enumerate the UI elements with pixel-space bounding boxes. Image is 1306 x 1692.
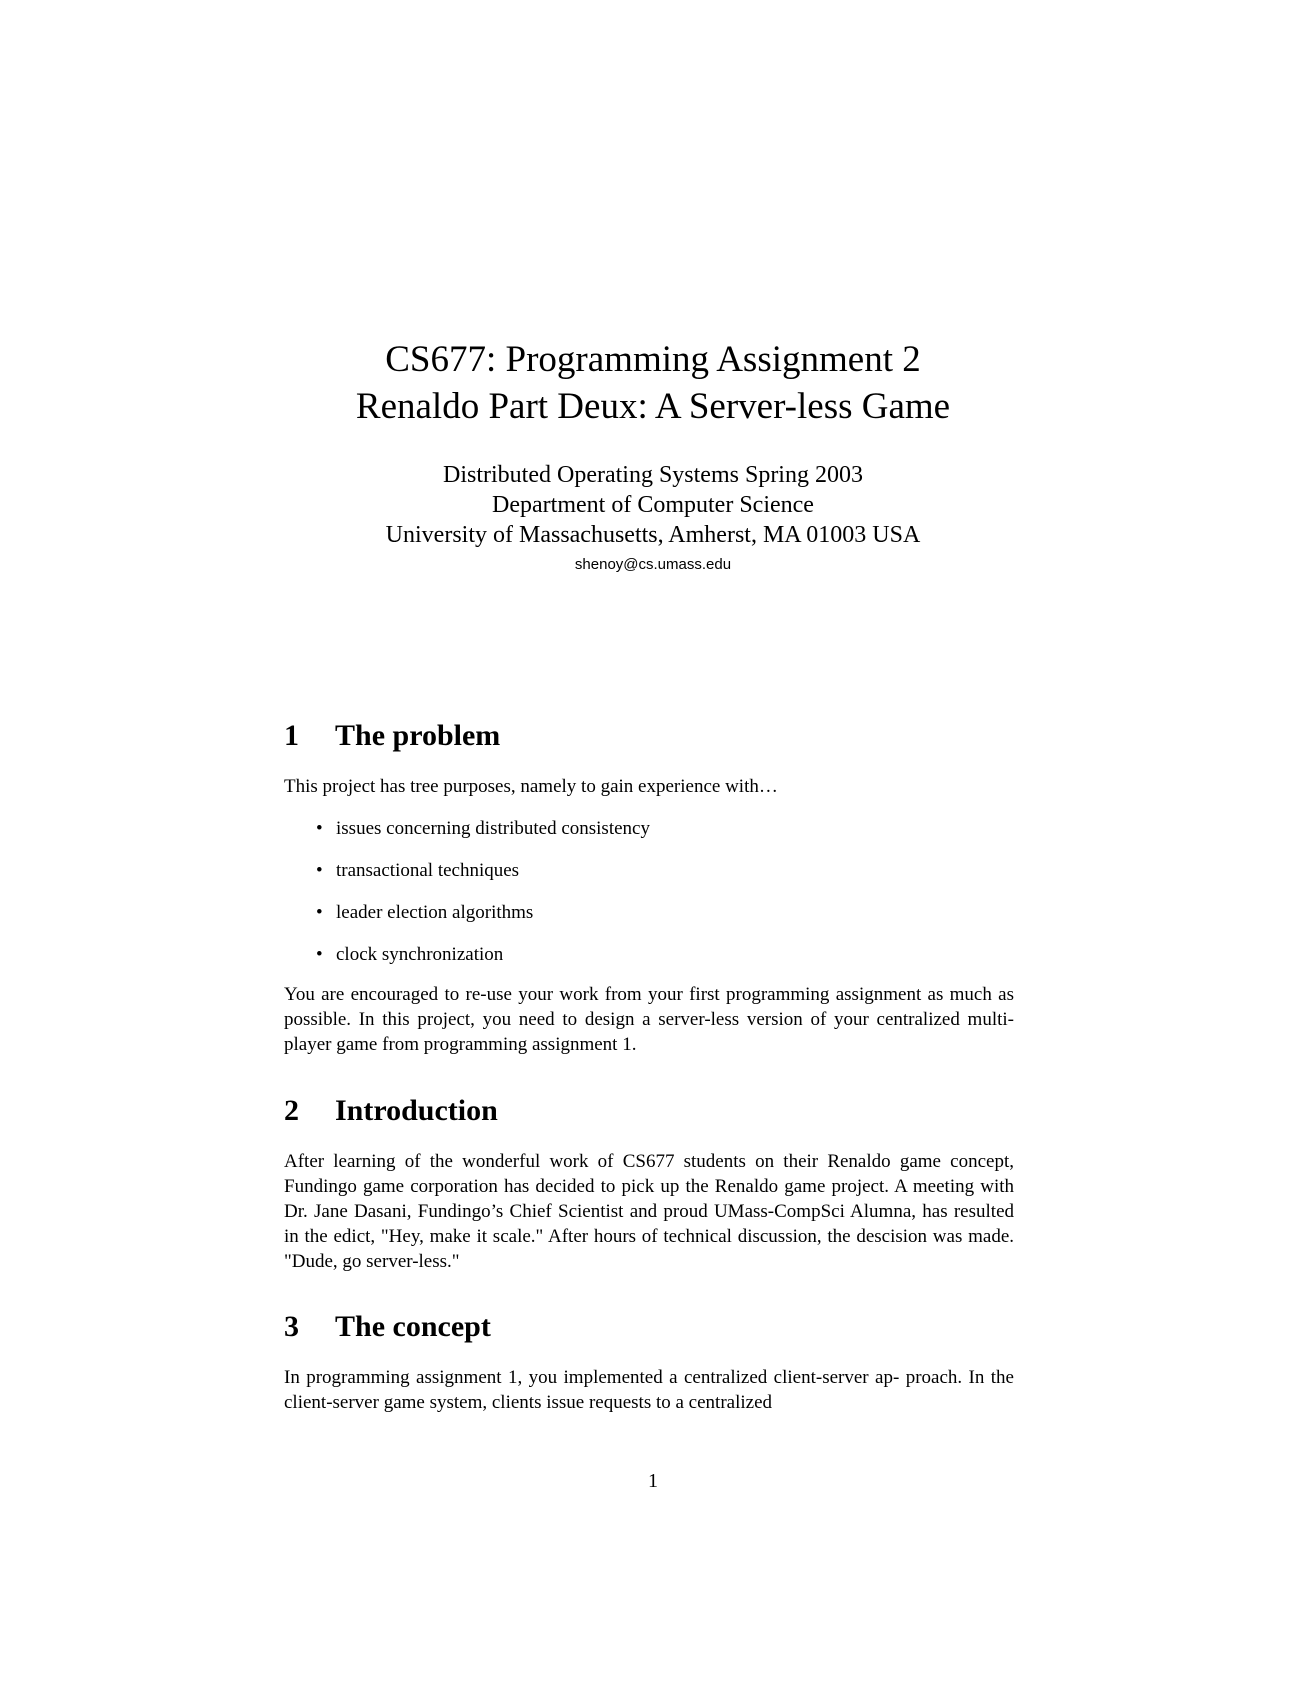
section-intro-text: This project has tree purposes, namely to gain experience with… (284, 776, 778, 797)
bullet-icon: • (316, 902, 323, 923)
section-introduction (284, 1093, 1014, 1129)
author-block (0, 460, 1306, 578)
bullet-list (284, 816, 1014, 967)
title-block (0, 336, 1306, 430)
section-heading (284, 1093, 1014, 1129)
list-item: • issues concerning distributed consistency (316, 818, 650, 839)
bullet-icon: • (316, 860, 323, 881)
section-title: Introduction (335, 1094, 498, 1127)
section-concept-body (284, 1365, 1014, 1415)
bullet-icon: • (316, 944, 323, 965)
title-line-2: Renaldo Part Deux: A Server-less Game (355, 386, 951, 427)
section-title: The concept (335, 1310, 491, 1343)
section-paragraph: After learning of the wonderful work of CS677 students on their Renaldo game concept, Fundingo game corporation has decided to pick up the Renaldo game project. A meeting with Dr. Jane Dasani, Fundingo’s Chief Scientist and proud UMass-CompSci Alumna, has resulted in the edict, "Hey, make it scale." After hours of technical discussion, the descision was made. "Dude, go server-less." (284, 1151, 1014, 1272)
section-problem-list (284, 816, 1014, 984)
list-item: • transactional techniques (316, 860, 520, 881)
page-number: 1 (648, 1470, 658, 1492)
bullet-icon: • (316, 818, 323, 839)
list-item: • leader election algorithms (316, 902, 534, 923)
section-concept (284, 1309, 1014, 1345)
section-title: The problem (335, 719, 501, 752)
section-problem (284, 718, 1014, 754)
department-line: Department of Computer Science (492, 492, 814, 518)
author-email: shenoy@cs.umass.edu (574, 556, 732, 573)
section-problem-body (284, 982, 1014, 1057)
list-item: • clock synchronization (316, 944, 504, 965)
section-introduction-body (284, 1149, 1014, 1274)
title-line-1: CS677: Programming Assignment 2 (385, 339, 921, 380)
section-number: 1 (284, 719, 299, 752)
course-line: Distributed Operating Systems Spring 2003 (443, 462, 863, 488)
section-number: 3 (284, 1310, 299, 1343)
section-heading (284, 718, 1014, 754)
section-heading (284, 1309, 1014, 1345)
section-problem-intro (284, 774, 1014, 799)
section-number: 2 (284, 1094, 299, 1127)
section-paragraph: You are encouraged to re-use your work from your first programming assignment as much as possible. In this project, you need to design a server-less version of your centralized multi-player game from programming assignment 1. (284, 984, 1014, 1055)
university-line: University of Massachusetts, Amherst, MA 01003 USA (385, 522, 921, 548)
section-paragraph: In programming assignment 1, you implemented a centralized client-server ap- proach. In the client-server game system, clients issue requests to a centralized (284, 1367, 1014, 1413)
